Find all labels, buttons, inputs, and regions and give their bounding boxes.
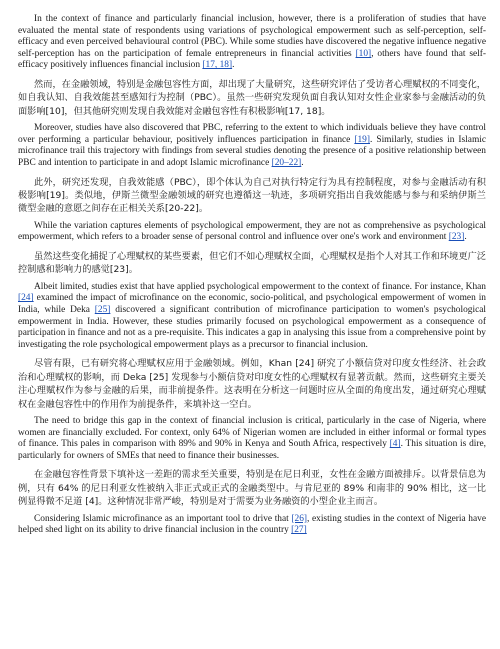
paragraph-text: . xyxy=(464,232,467,243)
document-page xyxy=(18,14,486,543)
paragraph-text: , others have found that self-efficacy positively influences financial inclusion xyxy=(18,48,486,71)
paragraph-text: In the context of finance and particularly financial inclusion, however, there is a proliferation of studies that have evaluated the mental state of respondents using variations of psychological empowerment such as self-perception, self-efficacy and even perceived behavioural control (PBC). While some studies have discovered the negative influence negative self-perception has on the participation of female entrepreneurs in financial activities xyxy=(18,14,486,59)
paragraph-chinese xyxy=(18,357,486,411)
paragraph-text: . This situation is dire, particularly for owners of SMEs that need to finance their businesses. xyxy=(18,439,486,461)
paragraph-chinese xyxy=(18,176,486,216)
citation-link[interactable]: [19] xyxy=(354,134,370,145)
paragraph-text: Albeit limited, studies exist that have applied psychological empowerment to the context of finance. For instance, Khan xyxy=(34,281,486,292)
citation-link[interactable]: [25] xyxy=(94,304,111,315)
paragraph-chinese xyxy=(18,250,486,277)
citation-link[interactable]: [26] xyxy=(291,513,308,524)
paragraph-text: examined the impact of microfinance on the economic, socio-political, and psychological empowerment of women in India, while Deka xyxy=(18,293,486,315)
paragraph-text: discovered a significant contribution of microfinance participation to women's psychological empowerment in India. However, these studies primarily focused on psychological empowerment as a consequence of participation in finance and not as a pre-requisite. This indicates a gap in analysing this issue from a comprehensive point by investigating the role psychological empowerment plays as a precursor to financial inclusion. xyxy=(18,304,486,350)
paragraph-english xyxy=(18,123,486,169)
paragraph-chinese xyxy=(18,78,486,118)
citation-link[interactable]: [20–22] xyxy=(271,157,302,168)
paragraph-text: . xyxy=(301,157,304,168)
paragraph-text: , existing studies in the context of Nigeria have helped shed light on its ability to drive financial inclusion in the country xyxy=(18,513,487,536)
paragraph-english xyxy=(18,14,486,72)
paragraph-text: 然而，在金融领域，特别是金融包容性方面，却出现了大量研究，这些研究评估了受访者心理赋权的不同变化，如自我认知、自我效能甚至感知行为控制（PBC）。虽然一些研究发现负面自我认知对女性企业家参与金融活动的负面影响[10]，但其他研究则发现自我效能对金融包容性有积极影响[17, 18]。 xyxy=(18,78,486,117)
paragraph-text: Moreover, studies have also discovered that PBC, referring to the extent to which individuals believe they have control over performing a particular behaviour, positively influences participation in finance xyxy=(18,123,486,145)
citation-link[interactable]: [10] xyxy=(355,48,372,59)
citation-link[interactable]: [27] xyxy=(291,525,307,536)
paragraph-english xyxy=(18,221,486,244)
paragraph-text: Considering Islamic microfinance as an important tool to drive that xyxy=(34,513,292,524)
paragraph-text: 在金融包容性背景下填补这一差距的需求至关重要，特别是在尼日利亚，女性在金融方面被排斥。以背景信息为例，只有 64% 的尼日利亚女性被纳入非正式或正式的金融类型中。与肯尼亚的 89% 和南非的 90% 相比，这一比例显得微不足道 [4]。这种情况非常严峻，特别是对于需要为业务融资的小型企业主而言。 xyxy=(18,469,486,508)
citation-link[interactable]: [24] xyxy=(18,293,34,304)
paragraph-chinese xyxy=(18,468,486,508)
paragraph-text: 尽管有限，已有研究将心理赋权应用于金融领域。例如，Khan [24] 研究了小额信贷对印度女性经济、社会政治和心理赋权的影响，而 Deka [25] 发现参与小额信贷对印度女性的心理赋权有显著贡献。然而，这些研究主要关注心理赋权作为参与金融的后果，而非前提条件。这表明在分析这一问题时应从全面的角度出发，通过研究心理赋权在金融包容性中的作用作为前提条件，来填补这一空白。 xyxy=(18,358,486,410)
citation-link[interactable]: [23] xyxy=(448,232,465,243)
paragraph-text: . xyxy=(232,60,235,71)
paragraph-text: The need to bridge this gap in the context of financial inclusion is critical, particularly in the case of Nigeria, where women are financially excluded. For context, only 64% of Nigerian women are included in either informal or formal types of finance. This pales in comparison with 89% and 90% in Kenya and South Africa, respectively xyxy=(18,415,486,450)
paragraph-english xyxy=(18,416,486,462)
citation-link[interactable]: [4] xyxy=(389,439,401,450)
paragraph-text: . Similarly, studies in Islamic microfinance trail this trajectory with findings from several studies denoting the presence of a positive relationship between PBC and intention to participate in and adopt Islamic microfinance xyxy=(18,134,486,168)
paragraph-text: 此外，研究还发现，自我效能感（PBC），即个体认为自己对执行特定行为具有控制程度，对参与金融活动有积极影响[19]。类似地，伊斯兰微型金融领域的研究也遵循这一轨迹，多项研究指出自我效能感与参与和采纳伊斯兰微型金融的意愿之间存在正相关关系[20-22]。 xyxy=(18,176,486,215)
paragraph-english xyxy=(18,514,486,537)
paragraph-text: 虽然这些变化捕捉了心理赋权的某些要素，但它们不如心理赋权全面，心理赋权是指个人对其工作和环境更广泛控制感和影响力的感觉[23]。 xyxy=(18,250,486,276)
paragraph-english xyxy=(18,282,486,352)
citation-link[interactable]: [17, 18] xyxy=(202,60,233,71)
paragraph-text: While the variation captures elements of psychological empowerment, they are not as comprehensive as psychological empowerment, which refers to a broader sense of personal control and influence over one's work and environment xyxy=(18,220,486,243)
